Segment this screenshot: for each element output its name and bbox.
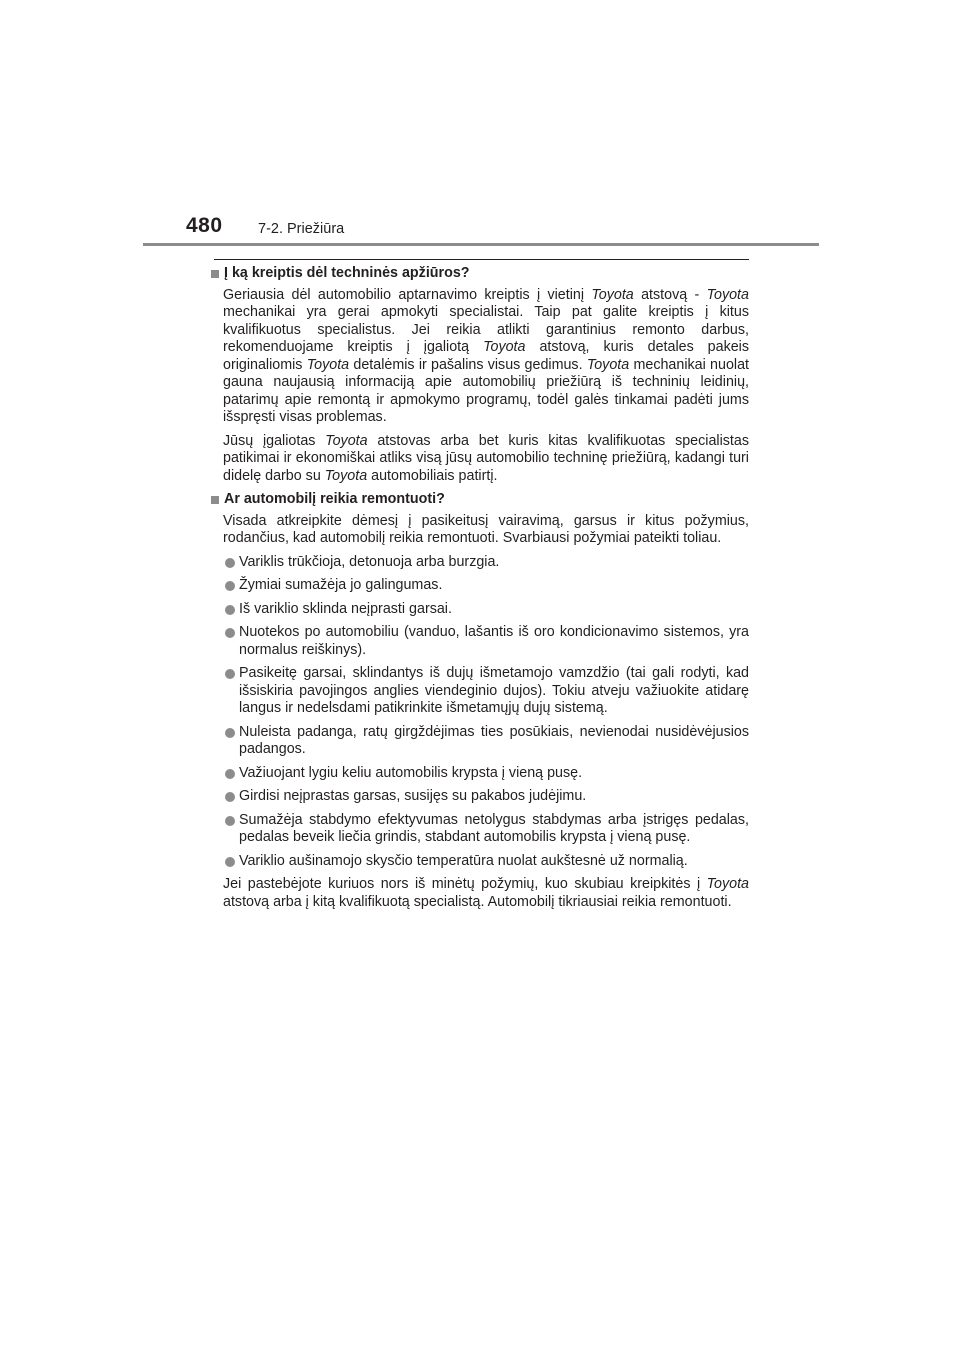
section-heading [211,491,749,509]
text-run: Geriausia dėl automobilio aptarnavimo kreiptis į vietinį [223,286,592,303]
list-item-text: Nuotekos po automobiliu (vanduo, lašantis iš oro kondicionavimo sistemos, yra normalus reiškinys). [239,624,749,658]
list-item-text: Girdisi neįprastas garsas, susijęs su pakabos judėjimu. [239,788,587,804]
list-item [211,601,749,619]
paragraph [211,432,753,486]
dot-icon [225,857,235,867]
text-run: atstovą arba į kitą kvalifikuotą specialistą. Automobilį tikriausiai reikia remontuoti. [223,876,753,910]
section-title: 7-2. Priežiūra [258,221,345,237]
text-run: atstovą, kuris detales pakeis originaliomis [223,339,753,373]
dot-icon [225,558,235,568]
page-content [211,265,753,917]
list-item-text: Variklio aušinamojo skysčio temperatūra nuolat aukštesnė už normalią. [239,852,688,869]
section-heading-text: Ar automobilį reikia remontuoti? [224,491,445,507]
brand-name: Toyota [483,339,526,355]
dot-icon [225,581,235,591]
list-item [211,788,749,806]
list-item [211,624,749,659]
brand-name: Toyota [706,286,749,303]
dot-icon [225,605,235,615]
text-run: Jūsų įgaliotas [223,432,326,449]
square-icon [211,270,219,278]
header-rule [143,243,819,246]
text-run: atstovą - [633,286,707,303]
dot-icon [225,769,235,779]
list-item-text: Sumažėja stabdymo efektyvumas netolygus stabdymas arba įstrigęs pedalas, pedalas beveik liečia grindis, stabdant automobilis krypsta į vieną pusę. [239,811,749,845]
square-icon [211,496,219,504]
dot-icon [225,628,235,638]
text-run: detalėmis ir pašalins visus gedimus. [349,356,587,373]
paragraph: Visada atkreipkite dėmesį į pasikeitusį vairavimą, garsus ir kitus požymius, rodančius, kad automobilį reikia remontuoti. Svarbiausi požymiai pateikti toliau. [223,512,749,546]
list-item [211,853,749,871]
paragraph [211,286,753,427]
list-item-text: Iš variklio sklinda neįprasti garsai. [239,600,452,617]
list-item-text: Variklis trūkčioja, detonuoja arba burzgia. [239,553,500,570]
dot-icon [225,728,235,738]
page-number: 480 [186,214,223,237]
symptom-list [211,554,749,871]
brand-name: Toyota [325,432,368,449]
list-item [211,812,749,847]
text-run: atstovas arba bet kuris kitas kvalifikuotas specialistas patikimai ir ekonomiškai atliks visą jūsų automobilio techninę priežiūrą, kadangi turi didelę darbo su [223,432,753,484]
section-heading [211,265,749,283]
dot-icon [225,792,235,802]
list-item-text: Pasikeitę garsai, sklindantys iš dujų išmetamojo vamzdžio (tai gali rodyti, kad išsiskiria pavojingos anglies viendeginio dujos). Tokiu atveju važiuokite atidarę langus ir nedelsdami patikrinkite išmetamųjų dujų sistemą. [239,665,749,716]
text-run: mechanikai nuolat gauna naujausią informaciją apie automobilių priežiūrą iš techninių leidinių, patarimų apie remontą ir apmokymo programų, todėl galės tinkamai padėti jums išspręsti visas problemas. [223,356,753,425]
brand-name: Toyota [706,876,749,892]
brand-name: Toyota [306,356,350,373]
list-item [211,665,749,718]
list-item [211,724,749,759]
list-item-text: Važiuojant lygiu keliu automobilis krypsta į vieną pusę. [239,764,583,781]
list-item [211,765,749,783]
text-run: mechanikai yra gerai apmokyti specialistai. Taip pat galite kreiptis į kitus kvalifikuotus specialistus. Jei reikia atlikti garantinius remonto darbus, rekomenduojame kreiptis į įgaliotą [223,286,753,355]
text-run: Jei pastebėjote kuriuos nors iš minėtų požymių, kuo skubiau kreipkitės į [223,876,707,892]
brand-name: Toyota [591,286,634,303]
brand-name: Toyota [586,356,630,373]
content-rule [214,259,749,260]
list-item-text: Nuleista padanga, ratų girgždėjimas ties posūkiais, nevienodai nusidėvėjusios padangos. [239,723,749,757]
dot-icon [225,669,235,679]
dot-icon [225,816,235,826]
section-heading-text: Į ką kreiptis dėl techninės apžiūros? [224,265,470,281]
list-item-text: Žymiai sumažėja jo galingumas. [239,577,443,593]
paragraph [211,876,753,911]
list-item [211,554,749,572]
brand-name: Toyota [324,467,368,484]
list-item [211,577,749,595]
text-run: automobiliais patirtį. [367,467,498,484]
